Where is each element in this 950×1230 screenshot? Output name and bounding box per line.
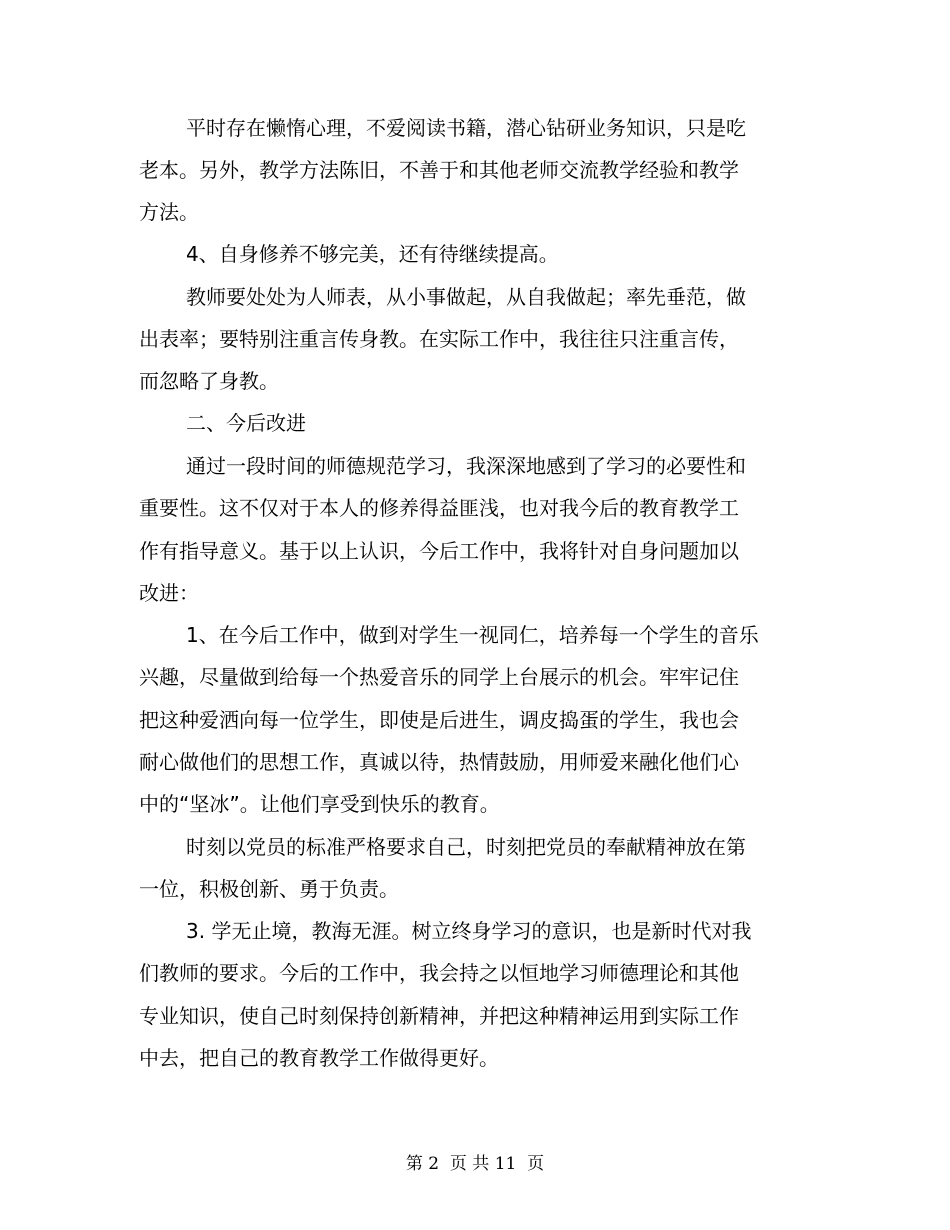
paragraph-5-line-1: 通过一段时间的师德规范学习，我深深地感到了学习的必要性和: [186, 454, 746, 478]
paragraph-7-line-1: 时刻以党员的标准严格要求自己，时刻把党员的奉献精神放在第: [186, 835, 746, 859]
paragraph-1-line-3: 方法。: [139, 200, 199, 224]
paragraph-6-line-1: 1、在今后工作中，做到对学生一视同仁，培养每一个学生的音乐: [186, 623, 759, 647]
paragraph-5-line-3: 作有指导意义。基于以上认识，今后工作中，我将针对自身问题加以: [139, 539, 739, 563]
paragraph-8-line-4: 中去，把自己的教育教学工作做得更好。: [139, 1046, 499, 1070]
paragraph-1-line-2: 老本。另外，教学方法陈旧，不善于和其他老师交流教学经验和教学: [139, 158, 739, 182]
page-number-footer: 第 2 页 共 11 页: [405, 1154, 545, 1174]
paragraph-6-line-5: 中的“坚冰”。让他们享受到快乐的教育。: [139, 792, 500, 816]
section-heading: 二、今后改进: [186, 411, 306, 435]
paragraph-1-line-1: 平时存在懒惰心理，不爱阅读书籍，潜心钻研业务知识，只是吃: [186, 116, 746, 140]
paragraph-6-line-4: 耐心做他们的思想工作，真诚以待，热情鼓励，用师爱来融化他们心: [139, 750, 739, 774]
paragraph-8-line-1: 3. 学无止境，教海无涯。树立终身学习的意识，也是新时代对我: [186, 919, 752, 943]
paragraph-8-line-2: 们教师的要求。今后的工作中，我会持之以恒地学习师德理论和其他: [139, 961, 739, 985]
paragraph-7-line-2: 一位，积极创新、勇于负责。: [139, 877, 399, 901]
paragraph-5-line-4: 改进：: [139, 581, 199, 605]
paragraph-6-line-2: 兴趣，尽量做到给每一个热爱音乐的同学上台展示的机会。牢牢记住: [139, 665, 739, 689]
paragraph-5-line-2: 重要性。这不仅对于本人的修养得益匪浅，也对我今后的教育教学工: [139, 496, 739, 520]
paragraph-2-line-1: 4、自身修养不够完美，还有待继续提高。: [186, 242, 559, 266]
paragraph-3-line-3: 而忽略了身教。: [139, 369, 279, 393]
paragraph-3-line-2: 出表率；要特别注重言传身教。在实际工作中，我往往只注重言传，: [139, 327, 739, 351]
paragraph-6-line-3: 把这种爱洒向每一位学生，即使是后进生，调皮捣蛋的学生，我也会: [139, 708, 739, 732]
paragraph-3-line-1: 教师要处处为人师表，从小事做起，从自我做起；率先垂范，做: [186, 285, 746, 309]
paragraph-8-line-3: 专业知识，使自己时刻保持创新精神，并把这种精神运用到实际工作: [139, 1004, 739, 1028]
